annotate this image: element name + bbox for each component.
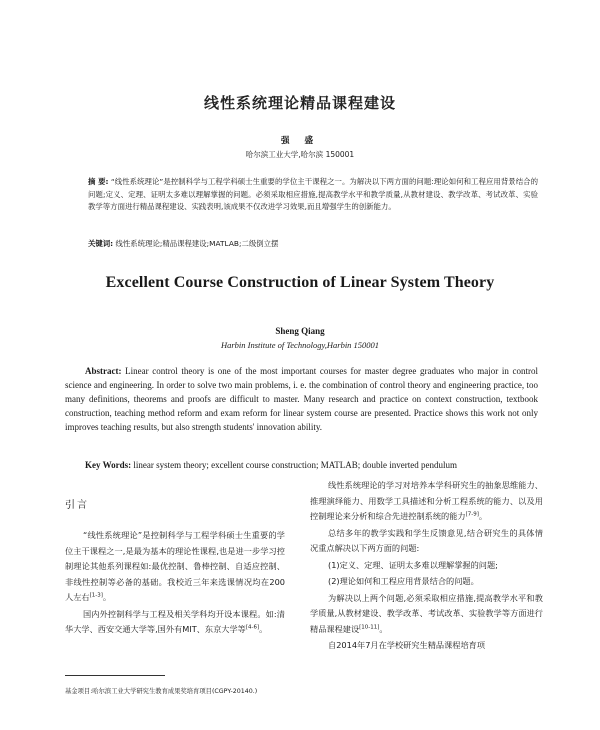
paragraph: 自2014年7月在学校研究生精品课程培育项 bbox=[328, 640, 486, 650]
list-item: (2)理论如何和工程应用背景结合的问题。 bbox=[328, 576, 479, 586]
english-abstract-text: Linear control theory is one of the most important courses for master degree graduates who major in control science and engineering. In order to solve two main problems, i. e. the combination of control theory and engineering practice, too many definitions, theorems and proofs are difficult to master. Many research and practice on context construction, textbook construction, teaching method reform and exam reform for linear system course are presented. Practice shows this work not only improves teaching results, but also strength students' innovation ability. bbox=[65, 366, 539, 432]
paragraph-text: 为解决以上两个问题,必须采取相应措施,提高教学水平和教学质量,从教材建设、教学改革、考试改革、实验教学等方面进行精品课程建设 bbox=[310, 592, 543, 634]
chinese-keywords-text: 线性系统理论;精品课程建设;MATLAB;二级倒立摆 bbox=[115, 239, 279, 248]
english-author: Sheng Qiang bbox=[275, 326, 325, 336]
chinese-keywords bbox=[88, 238, 538, 249]
chinese-author: 强 盛 bbox=[281, 136, 319, 146]
paragraph: 国内外控制科学与工程及相关学科均开设本课程。如:清华大学、西安交通大学等,国外有MIT、东京大学等[4-6]。 bbox=[65, 608, 285, 634]
english-keywords bbox=[85, 460, 540, 470]
chinese-abstract-text: “线性系统理论”是控制科学与工程学科硕士生重要的学位主干课程之一。为解决以下两方面的问题:理论如何和工程应用背景结合的问题;定义、定理、证明太多难以理解掌握的问题。必须采取相应措施,提高教学水平和教学质量,从教材建设、教学改革、考试改革、实验教学等方面进行精品课程建设、实践表明,该成果不仅改进学习效果,而且增强学生的创新能力。 bbox=[88, 177, 539, 211]
paragraph-text: 线性系统理论的学习对培养本学科研究生的抽象思维能力、推理演绎能力、用数学工具描述和分析工程系统的能力、以及用控制理论来分析和综合先进控制系统的能力 bbox=[310, 480, 543, 521]
footnote-divider bbox=[65, 675, 165, 676]
english-keywords-text: linear system theory; excellent course construction; MATLAB; double inverted pendulum bbox=[133, 460, 458, 470]
chinese-affiliation: 哈尔滨工业大学,哈尔滨 150001 bbox=[245, 150, 355, 159]
english-keywords-label: Key Words: bbox=[85, 460, 132, 470]
english-abstract-label: Abstract: bbox=[85, 366, 122, 376]
citation-ref: [7-9] bbox=[465, 511, 479, 518]
paragraph: 线性系统理论的学习对培养本学科研究生的抽象思维能力、推理演绎能力、用数学工具描述和分析工程系统的能力、以及用控制理论来分析和综合先进控制系统的能力[7-9]。 bbox=[310, 480, 543, 521]
citation-ref: [1-3] bbox=[89, 592, 103, 599]
footnote-funding: 基金项目:哈尔滨工业大学研究生教育成果奖培育项目(CGPY-20140.) bbox=[65, 688, 258, 695]
chinese-keywords-label: 关键词: bbox=[88, 239, 114, 248]
section-heading-introduction: 引言 bbox=[65, 500, 89, 511]
chinese-abstract bbox=[88, 176, 538, 214]
english-affiliation: Harbin Institute of Technology,Harbin 150001 bbox=[220, 340, 380, 350]
paragraph-text: “线性系统理论”是控制科学与工程学科硕士生重要的学位主干课程之一,是最为基本的理论性课程,也是进一步学习控制理论其他系列课程如:最优控制、鲁棒控制、自适应控制、非线性控制等必备的基础。我校近三年来选课情况均在200人左右 bbox=[65, 530, 285, 602]
paragraph: 为解决以上两个问题,必须采取相应措施,提高教学水平和教学质量,从教材建设、教学改革、考试改革、实验教学等方面进行精品课程建设[10-11]。 bbox=[310, 592, 543, 634]
paragraph-text: 国内外控制科学与工程及相关学科均开设本课程。如:清华大学、西安交通大学等,国外有MIT、东京大学等 bbox=[65, 608, 285, 634]
english-abstract bbox=[65, 364, 538, 434]
english-title: Excellent Course Construction of Linear System Theory bbox=[105, 274, 495, 291]
paragraph: 总结多年的教学实践和学生反馈意见,结合研究生的具体情况重点解决以下两方面的问题: bbox=[310, 527, 543, 553]
right-column bbox=[310, 478, 543, 655]
list-item: (1)定义、定理、证明太多难以理解掌握的问题; bbox=[328, 559, 498, 570]
citation-ref: [10-11] bbox=[359, 623, 380, 630]
chinese-title: 线性系统理论精品课程建设 bbox=[203, 94, 396, 112]
citation-ref: [4-6] bbox=[245, 624, 260, 631]
chinese-abstract-label: 摘 要: bbox=[88, 177, 109, 186]
left-column bbox=[65, 528, 285, 639]
paragraph: “线性系统理论”是控制科学与工程学科硕士生重要的学位主干课程之一,是最为基本的理论性课程,也是进一步学习控制理论其他系列课程如:最优控制、鲁棒控制、自适应控制、非线性控制等必备的基础。我校近三年来选课情况均在200人左右[1-3]。 bbox=[65, 530, 285, 602]
